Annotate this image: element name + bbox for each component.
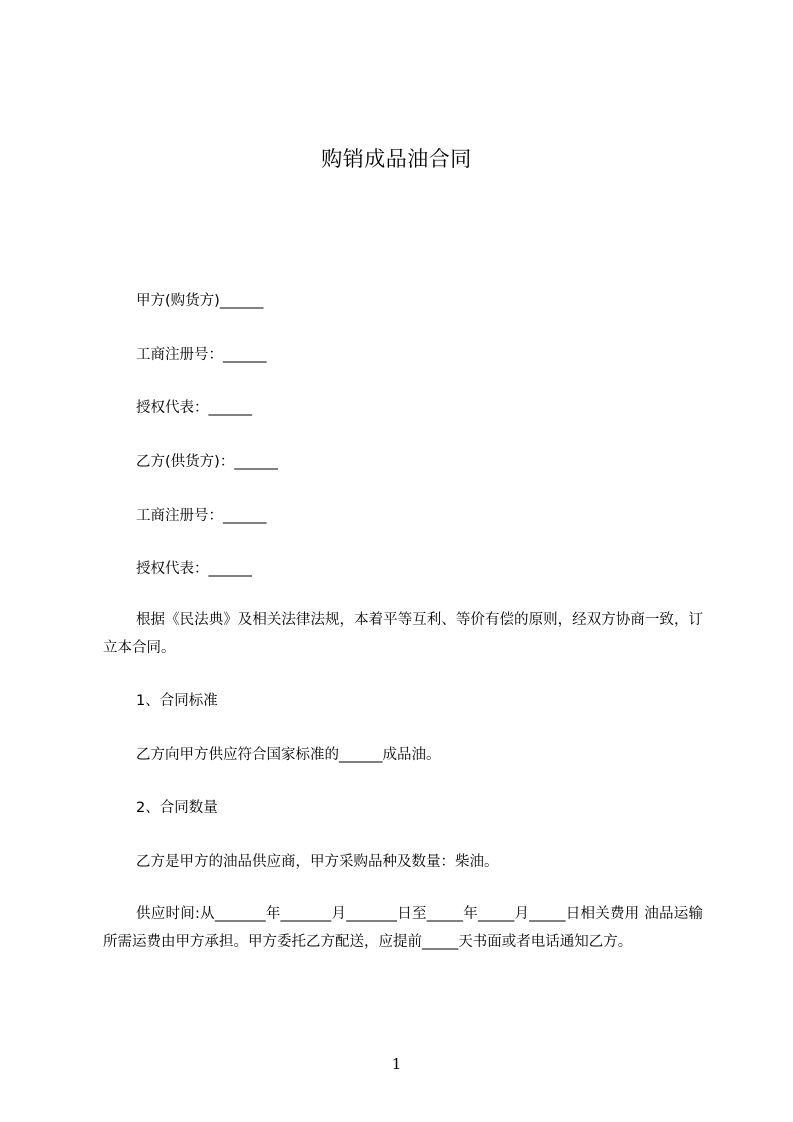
section-1-heading: 1、合同标准 <box>136 693 218 709</box>
section-1-body: 乙方向甲方供应符合国家标准的______成品油。 <box>136 747 441 763</box>
party-b-registration-line: 工商注册号：______ <box>136 508 267 524</box>
section-2-heading: 2、合同数量 <box>136 800 218 816</box>
party-a-registration-line: 工商注册号：______ <box>136 347 267 363</box>
party-b-name-line: 乙方(供货方)：______ <box>136 454 278 470</box>
party-b-representative-line: 授权代表：______ <box>136 561 252 577</box>
section-2-body: 乙方是甲方的油品供应商，甲方采购品种及数量：柴油。 <box>136 854 499 870</box>
page-number: 1 <box>391 1055 402 1073</box>
document-title: 购销成品油合同 <box>321 147 472 171</box>
party-a-name-line: 甲方(购货方)______ <box>136 293 264 309</box>
party-a-representative-line: 授权代表：______ <box>136 400 252 416</box>
supply-time-paragraph: 供应时间:从_______年_______月_______日至_____年_____月_____日相关费用 油品运输所需运费由甲方承担。甲方委托乙方配送，应提前_____天书面或者电话通知乙方。 <box>103 906 703 950</box>
preamble-paragraph: 根据《民法典》及相关法律法规，本着平等互利、等价有偿的原则，经双方协商一致，订立本合同。 <box>103 612 703 656</box>
